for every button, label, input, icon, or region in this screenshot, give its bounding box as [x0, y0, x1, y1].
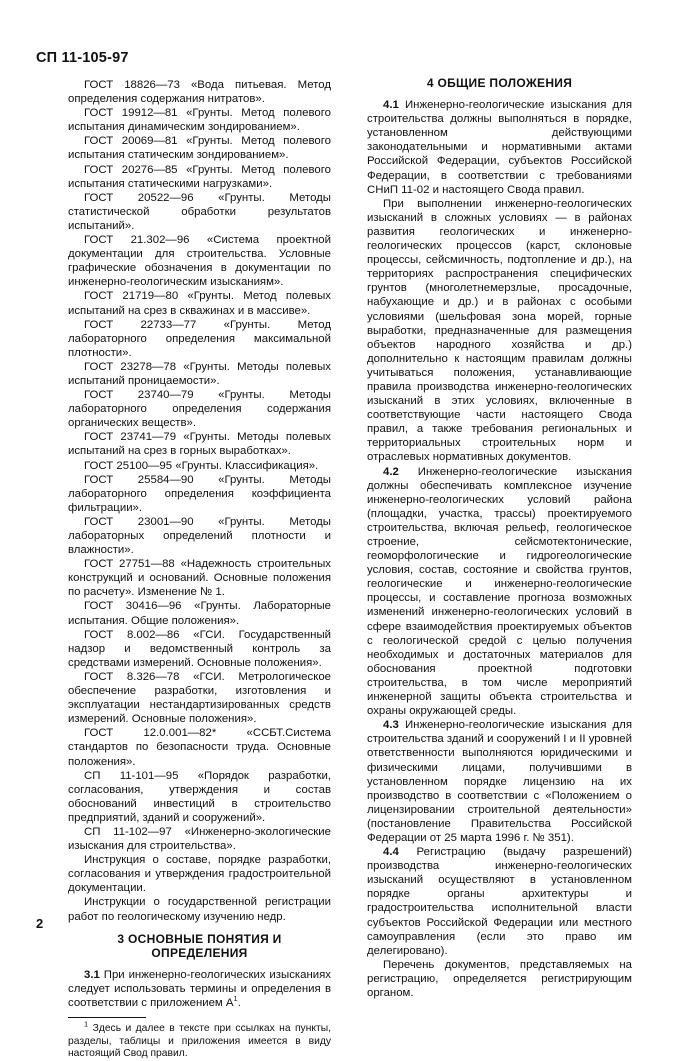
reference-item: ГОСТ 30416—96 «Грунты. Лабораторные испытания. Общие положения».: [68, 600, 331, 627]
footnote-reference: 1: [233, 994, 238, 1004]
clause-text: При инженерно-геологических изысканиях следует использовать термины и определения в соответствии с приложением А: [68, 968, 331, 1009]
reference-paragraph: Инструкция о составе, порядке разработки, согласования и утверждения градостроительной документации.: [68, 854, 331, 895]
clause-4-2: [367, 465, 632, 719]
reference-item: ГОСТ 25584—90 «Грунты. Методы лабораторного определения коэффициента фильтрации».: [68, 473, 331, 514]
footnote-mark: 1: [84, 1019, 89, 1029]
reference-paragraph: Инструкции о государственной регистрации работ по геологическому изучению недр.: [68, 896, 331, 923]
reference-item: ГОСТ 12.0.001—82* «ССБТ.Система стандартов по безопасности труда. Основные положения».: [68, 727, 331, 768]
reference-item: ГОСТ 21719—80 «Грунты. Метод полевых испытаний на срез в скважинах и в массиве».: [68, 290, 331, 317]
clause-text: Регистрацию (выдачу разрешений) производства инженерно-геологических изысканий осуществляют в установленном порядке органы архитектуры и градостроительства исполнительной власти субъектов Российской Федерации или местного самоуправления (если это право им делегировано).: [367, 846, 632, 957]
reference-item: ГОСТ 20276—85 «Грунты. Метод полевого испытания статическими нагрузками».: [68, 163, 331, 190]
reference-item: ГОСТ 22733—77 «Грунты. Метод лабораторного определения максимальной плотности».: [68, 318, 331, 359]
document-code-header: СП 11-105-97: [36, 50, 129, 66]
reference-item: ГОСТ 23740—79 «Грунты. Методы лабораторного определения содержания органических веществ».: [68, 389, 331, 430]
clause-4-1: [367, 98, 632, 197]
right-column: [367, 76, 632, 1000]
clause-3-1: [68, 968, 331, 1010]
clause-4-1-continuation: При выполнении инженерно-геологических изысканий в сложных условиях — в районах развития геологических и инженерно-геологических процессов (карст, склоновые процессы, сейсмичность, подтопление и др.), на территориях распространения специфических грунтов (многолетнемерзлые, просадочные, набухающие и др.) и в районах с особыми условиями (шельфовая зона морей, горные выработки, предназначенные для размещения объектов народного хозяйства и др.) дополнительно к настоящим правилам должны учитываться положения, устанавливающие правила производства инженерно-геологических изысканий в этих условиях, включенные в соответствующие части настоящего Свода правил, а также требования региональных и территориальных строительных норм и отраслевых нормативных документов.: [367, 197, 632, 464]
footnote-divider: [68, 1017, 146, 1018]
reference-item: СП 11-101—95 «Порядок разработки, согласования, утверждения и состав обоснований инвестиций в строительство предприятий, зданий и сооружений».: [68, 769, 331, 824]
reference-item: ГОСТ 20069—81 «Грунты. Метод полевого испытания статическим зондированием».: [68, 135, 331, 162]
reference-item: ГОСТ 25100—95 «Грунты. Классификация».: [84, 459, 319, 472]
clause-end: .: [237, 997, 241, 1009]
clause-text: Инженерно-геологические изыскания для строительства должны выполняться в порядке, установленном действующими законодательными и нормативными актами Российской Федерации, субъектов Российской Федерации, в соответствии с требованиями СНиП 11-02 и настоящего Свода правил.: [367, 99, 632, 196]
reference-item: ГОСТ 8.326—78 «ГСИ. Метрологическое обеспечение разработки, изготовления и эксплуатации нестандартизированных средств измерений. Основные положения».: [68, 670, 331, 726]
clause-4-3: [367, 718, 632, 845]
reference-item: ГОСТ 19912—81 «Грунты. Метод полевого испытания динамическим зондированием».: [68, 107, 331, 134]
reference-item: ГОСТ 23278—78 «Грунты. Методы полевых испытаний проницаемости».: [68, 360, 331, 387]
reference-item: ГОСТ 23741—79 «Грунты. Методы полевых испытаний на срез в горных выработках».: [68, 431, 331, 458]
reference-item: ГОСТ 20522—96 «Грунты. Методы статистической обработки результатов испытаний».: [68, 191, 331, 232]
clause-number: 3.1: [84, 968, 100, 981]
page-number: 2: [36, 916, 44, 931]
clause-number: 4.3: [383, 719, 399, 732]
clause-text: Инженерно-геологические изыскания должны обеспечивать комплексное изучение инженерно-геологических условий района (площадки, участка, трассы) проектируемого строительства, включая рельеф, геологическое строение, сейсмотектонические, геоморфологические и гидрогеологические условия, состав, состояние и свойства грунтов, геологические и инженерно-геологические процессы, и составление прогноза возможных изменений инженерно-геологических условий в сфере взаимодействия проектируемых объектов с геологической средой с целью получения необходимых и достаточных материалов для обоснования проектной подготовки строительства, в том числе мероприятий инженерной защиты объекта строительства и охраны окружающей среды.: [367, 465, 632, 718]
reference-item: ГОСТ 21.302—96 «Система проектной документации для строительства. Условные графические обозначения в документации по инженерно-геологическим изысканиям».: [68, 234, 331, 289]
footnote: [68, 1019, 331, 1061]
clause-text: Инженерно-геологические изыскания для строительства зданий и сооружений I и II уровней ответственности выполняются юридическими и физическими лицами, получившими в установленном порядке лицензию на их производство в соответствии с «Положением о лицензировании строительной деятельности» (постановление Правительства Российской Федерации от 25 марта 1996 г. № 351).: [367, 719, 632, 844]
clause-number: 4.2: [383, 465, 399, 478]
clause-number: 4.1: [383, 99, 399, 112]
left-column: [68, 78, 331, 1061]
reference-item: ГОСТ 8.002—86 «ГСИ. Государственный надзор и ведомственный контроль за средствами измерений. Основные положения».: [68, 628, 331, 669]
clause-4-4: [367, 845, 632, 958]
reference-item: ГОСТ 23001—90 «Грунты. Методы лабораторных определений плотности и влажности».: [68, 515, 331, 557]
reference-item: ГОСТ 27751—88 «Надежность строительных конструкций и оснований. Основные положения по расчету». Изменение № 1.: [68, 558, 331, 599]
section-3-title: 3 ОСНОВНЫЕ ПОНЯТИЯ И ОПРЕДЕЛЕНИЯ: [117, 931, 282, 960]
reference-item: ГОСТ 18826—73 «Вода питьевая. Метод определения содержания нитратов».: [68, 79, 331, 106]
reference-item: СП 11-102—97 «Инженерно-экологические изыскания для строительства».: [68, 825, 331, 853]
footnote-text: Здесь и далее в тексте при ссылках на пункты, разделы, таблицы и приложения имеется в виду настоящий Свод правил.: [68, 1023, 331, 1060]
clause-number: 4.4: [383, 846, 399, 859]
clause-4-4-continuation: Перечень документов, представляемых на регистрацию, определяется регистрирующим органом.: [367, 958, 632, 999]
section-4-title: 4 ОБЩИЕ ПОЛОЖЕНИЯ: [426, 76, 573, 90]
normative-references-list: [68, 78, 331, 853]
